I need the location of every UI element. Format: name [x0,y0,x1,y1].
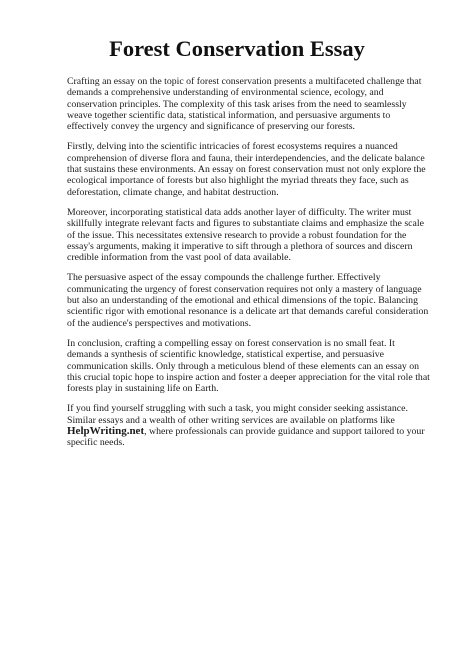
paragraph-scientific: Firstly, delving into the scientific intricacies of forest ecosystems requires a nuanced comprehension of diverse flora and fauna, their interdependencies, and the delicate balance that sustains these environments. An essay on forest conservation must not only explore the ecological importance of forests but also highlight the myriad threats they face, such as deforestation, climate change, and habitat destruction. [67,141,426,198]
paragraph-intro: Crafting an essay on the topic of forest conservation presents a multifaceted challenge that demands a comprehensive understanding of environmental science, ecology, and conservation principles. The complexity of this task arises from the need to seamlessly weave together scientific data, statistical information, and persuasive arguments to effectively convey the urgency and significance of preserving our forests. [67,76,422,133]
paragraph-conclusion: In conclusion, crafting a compelling essay on forest conservation is no small feat. It demands a synthesis of scientific knowledge, statistical expertise, and persuasive communication skills. Only through a meticulous blend of these elements can an essay on this crucial topic hope to inspire action and foster a deeper appreciation for the vital role that forests play in sustaining life on Earth. [67,337,430,395]
helpwriting-link[interactable]: HelpWriting.net [67,425,145,438]
paragraph-persuasive: The persuasive aspect of the essay compounds the challenge further. Effectively communicating the urgency of forest conservation requires not only a mastery of language but also an understanding of the emotional and ethical dimensions of the topic. Balancing scientific rigor with emotional resonance is a delicate art that demands careful consideration of the audience's perspectives and motivations. [67,272,429,329]
paragraph-statistical: Moreover, incorporating statistical data adds another layer of difficulty. The writer must skillfully integrate relevant facts and figures to substantiate claims and emphasize the scale of the issue. This necessitates extensive research to provide a robust foundation for the essay's arguments, making it imperative to sift through a plethora of sources and discern credible information from the vast pool of data available. [67,206,424,264]
paragraph-closing [67,403,432,448]
document-title: Forest Conservation Essay [109,36,365,61]
closing-text-before-link: If you find yourself struggling with such a task, you might consider seeking assistance. Similar essays and a wealth of other writing services are available on platforms like [67,403,408,426]
document-body [67,76,432,458]
closing-text-after-link: , where professionals can provide guidance and support tailored to your specific needs. [67,426,425,449]
